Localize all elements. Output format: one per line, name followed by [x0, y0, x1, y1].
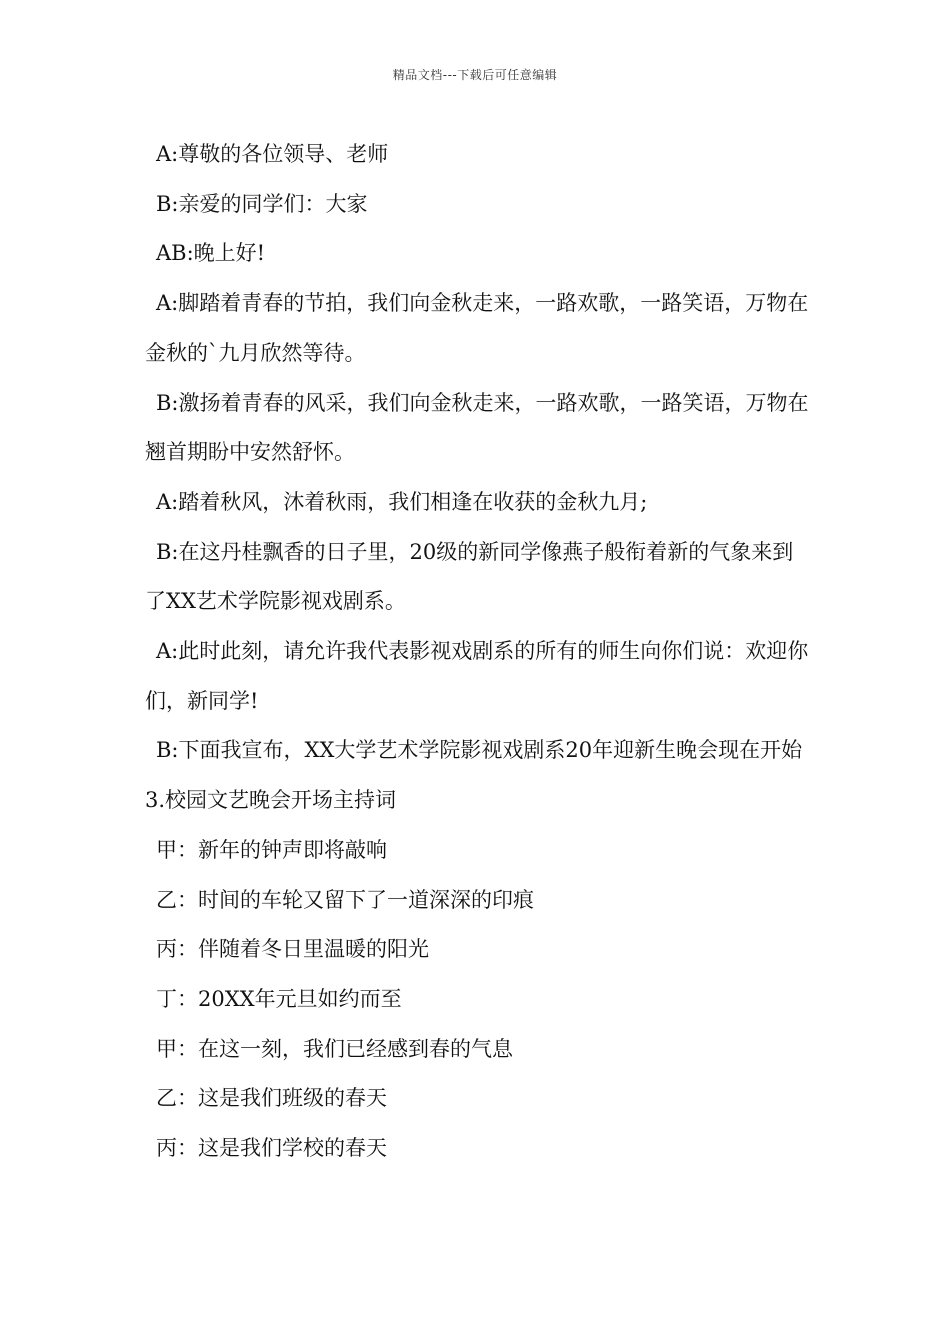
paragraph: AB:晚上好! — [156, 241, 266, 266]
paragraph: 丙：伴随着冬日里温暖的阳光 — [156, 937, 429, 962]
paragraph: A:尊敬的各位领导、老师 — [156, 142, 389, 166]
paragraph: 乙：这是我们班级的春天 — [156, 1086, 387, 1111]
paragraph: B:亲爱的同学们：大家 — [156, 191, 368, 216]
paragraph: A:此时此刻，请允许我代表影视戏剧系的所有的师生向你们说：欢迎你们，新同学! — [145, 639, 809, 713]
page-header: 精品文档---下载后可任意编辑 — [392, 68, 558, 82]
paragraph: 丁：20XX年元旦如约而至 — [156, 986, 402, 1011]
paragraph: 丙：这是我们学校的春天 — [156, 1136, 387, 1161]
section-heading: 3.校园文艺晚会开场主持词 — [145, 788, 397, 813]
paragraph: 甲：新年的钟声即将敲响 — [156, 837, 387, 862]
paragraph: 乙：时间的车轮又留下了一道深深的印痕 — [156, 887, 534, 912]
paragraph: 甲：在这一刻，我们已经感到春的气息 — [156, 1036, 513, 1061]
paragraph: B:激扬着青春的风采，我们向金秋走来，一路欢歌，一路笑语，万物在翘首期盼中安然舒怀。 — [145, 390, 809, 465]
paragraph: A:脚踏着青春的节拍，我们向金秋走来，一路欢歌，一路笑语，万物在金秋的`九月欣然等待。 — [145, 291, 809, 365]
paragraph: B:在这丹桂飘香的日子里，20级的新同学像燕子般衔着新的气象来到了XX艺术学院影视戏剧系。 — [145, 539, 794, 614]
document-body — [145, 130, 810, 1174]
paragraph: A:踏着秋风，沐着秋雨，我们相逢在收获的金秋九月; — [156, 489, 648, 514]
paragraph: B:下面我宣布，XX大学艺术学院影视戏剧系20年迎新生晚会现在开始 — [156, 738, 803, 763]
